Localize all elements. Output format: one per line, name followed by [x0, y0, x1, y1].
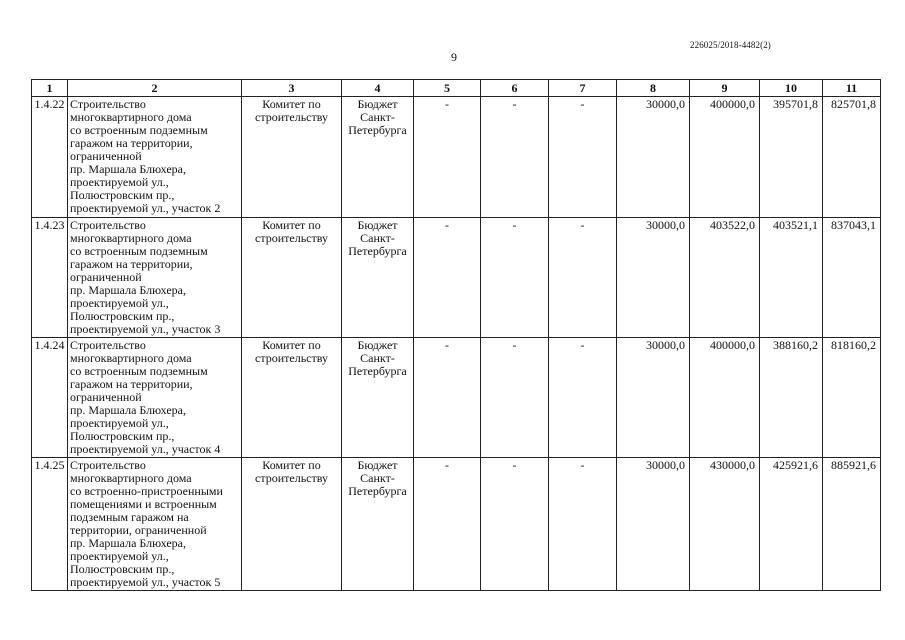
value-cell: -	[414, 458, 481, 591]
description-line: Строительство	[70, 218, 146, 232]
amount-cell: 818160,2	[823, 338, 881, 458]
description-line: Строительство	[70, 97, 146, 111]
column-header: 4	[342, 80, 414, 97]
description-line: ограниченной	[70, 149, 142, 163]
budget-cell	[342, 218, 414, 338]
table-header-row	[32, 80, 881, 97]
value-cell: -	[481, 458, 549, 591]
budget-line: Петербурга	[348, 364, 407, 378]
amount-cell: 430000,0	[690, 458, 760, 591]
committee-cell	[242, 338, 342, 458]
column-header: 2	[68, 80, 242, 97]
amount-cell: 30000,0	[617, 97, 690, 218]
budget-cell	[342, 97, 414, 218]
page-number: 9	[451, 50, 457, 64]
description-line: со встроенным подземным	[70, 364, 208, 378]
item-description-cell	[68, 458, 242, 591]
committee-cell	[242, 97, 342, 218]
budget-line: Бюджет	[357, 458, 398, 472]
table-row	[32, 338, 881, 458]
description-line: Строительство	[70, 458, 146, 472]
committee-line: строительству	[255, 231, 328, 245]
budget-line: Санкт-	[360, 231, 395, 245]
committee-line: строительству	[255, 471, 328, 485]
amount-cell: 30000,0	[617, 458, 690, 591]
budget-line: Петербурга	[348, 484, 407, 498]
value-cell: -	[414, 97, 481, 218]
item-description-cell	[68, 338, 242, 458]
committee-cell	[242, 458, 342, 591]
description-line: проектируемой ул., участок 5	[70, 575, 221, 589]
committee-line: Комитет по	[262, 458, 321, 472]
budget-line: Санкт-	[360, 351, 395, 365]
amount-cell: 825701,8	[823, 97, 881, 218]
description-line: пр. Маршала Блюхера,	[70, 162, 186, 176]
amount-cell: 30000,0	[617, 338, 690, 458]
amount-cell: 837043,1	[823, 218, 881, 338]
description-line: многоквартирного дома	[70, 110, 192, 124]
amount-cell: 400000,0	[690, 338, 760, 458]
description-line: многоквартирного дома	[70, 351, 192, 365]
budget-cell	[342, 338, 414, 458]
value-cell: -	[481, 97, 549, 218]
description-line: Полюстровским пр.,	[70, 309, 175, 323]
column-header: 6	[481, 80, 549, 97]
value-cell: -	[481, 218, 549, 338]
description-line: со встроенным подземным	[70, 244, 208, 258]
column-header: 11	[823, 80, 881, 97]
value-cell: -	[549, 97, 617, 218]
description-line: Полюстровским пр.,	[70, 562, 175, 576]
amount-cell: 400000,0	[690, 97, 760, 218]
item-description-cell	[68, 97, 242, 218]
description-line: проектируемой ул.,	[70, 175, 169, 189]
description-line: территории, ограниченной	[70, 523, 207, 537]
budget-line: Бюджет	[357, 97, 398, 111]
budget-line: Бюджет	[357, 338, 398, 352]
description-line: Строительство	[70, 338, 146, 352]
committee-line: Комитет по	[262, 338, 321, 352]
amount-cell: 403521,1	[760, 218, 823, 338]
amount-cell: 388160,2	[760, 338, 823, 458]
table-row	[32, 458, 881, 591]
column-header: 8	[617, 80, 690, 97]
description-line: гаражом на территории,	[70, 136, 193, 150]
committee-line: строительству	[255, 110, 328, 124]
amount-cell: 425921,6	[760, 458, 823, 591]
budget-line: Санкт-	[360, 110, 395, 124]
budget-line: Санкт-	[360, 471, 395, 485]
value-cell: -	[549, 218, 617, 338]
description-line: со встроенно-пристроенными	[70, 484, 223, 498]
description-line: проектируемой ул.,	[70, 296, 169, 310]
value-cell: -	[549, 458, 617, 591]
description-line: помещениями и встроенным	[70, 497, 217, 511]
description-line: проектируемой ул., участок 2	[70, 201, 221, 215]
column-header: 5	[414, 80, 481, 97]
item-number-cell: 1.4.23	[32, 218, 68, 338]
description-line: проектируемой ул.,	[70, 549, 169, 563]
column-header: 10	[760, 80, 823, 97]
value-cell: -	[414, 338, 481, 458]
document-number: 226025/2018-4482(2)	[690, 40, 771, 50]
description-line: подземным гаражом на	[70, 510, 189, 524]
column-header: 1	[32, 80, 68, 97]
amount-cell: 395701,8	[760, 97, 823, 218]
description-line: проектируемой ул., участок 3	[70, 322, 221, 336]
description-line: многоквартирного дома	[70, 471, 192, 485]
item-number-cell: 1.4.25	[32, 458, 68, 591]
item-number-cell: 1.4.24	[32, 338, 68, 458]
budget-line: Петербурга	[348, 244, 407, 258]
description-line: многоквартирного дома	[70, 231, 192, 245]
description-line: гаражом на территории,	[70, 257, 193, 271]
table-row	[32, 97, 881, 218]
committee-line: Комитет по	[262, 97, 321, 111]
description-line: Полюстровским пр.,	[70, 188, 175, 202]
budget-cell	[342, 458, 414, 591]
description-line: пр. Маршала Блюхера,	[70, 403, 186, 417]
value-cell: -	[414, 218, 481, 338]
description-line: проектируемой ул.,	[70, 416, 169, 430]
item-number-cell: 1.4.22	[32, 97, 68, 218]
description-line: пр. Маршала Блюхера,	[70, 283, 186, 297]
column-header: 3	[242, 80, 342, 97]
description-line: проектируемой ул., участок 4	[70, 442, 221, 456]
budget-line: Бюджет	[357, 218, 398, 232]
amount-cell: 403522,0	[690, 218, 760, 338]
column-header: 7	[549, 80, 617, 97]
value-cell: -	[549, 338, 617, 458]
committee-line: Комитет по	[262, 218, 321, 232]
amount-cell: 30000,0	[617, 218, 690, 338]
description-line: гаражом на территории,	[70, 377, 193, 391]
budget-line: Петербурга	[348, 123, 407, 137]
description-line: пр. Маршала Блюхера,	[70, 536, 186, 550]
description-line: со встроенным подземным	[70, 123, 208, 137]
table-row	[32, 218, 881, 338]
committee-cell	[242, 218, 342, 338]
description-line: ограниченной	[70, 390, 142, 404]
description-line: Полюстровским пр.,	[70, 429, 175, 443]
committee-line: строительству	[255, 351, 328, 365]
item-description-cell	[68, 218, 242, 338]
value-cell: -	[481, 338, 549, 458]
program-table	[31, 79, 881, 591]
column-header: 9	[690, 80, 760, 97]
description-line: ограниченной	[70, 270, 142, 284]
amount-cell: 885921,6	[823, 458, 881, 591]
